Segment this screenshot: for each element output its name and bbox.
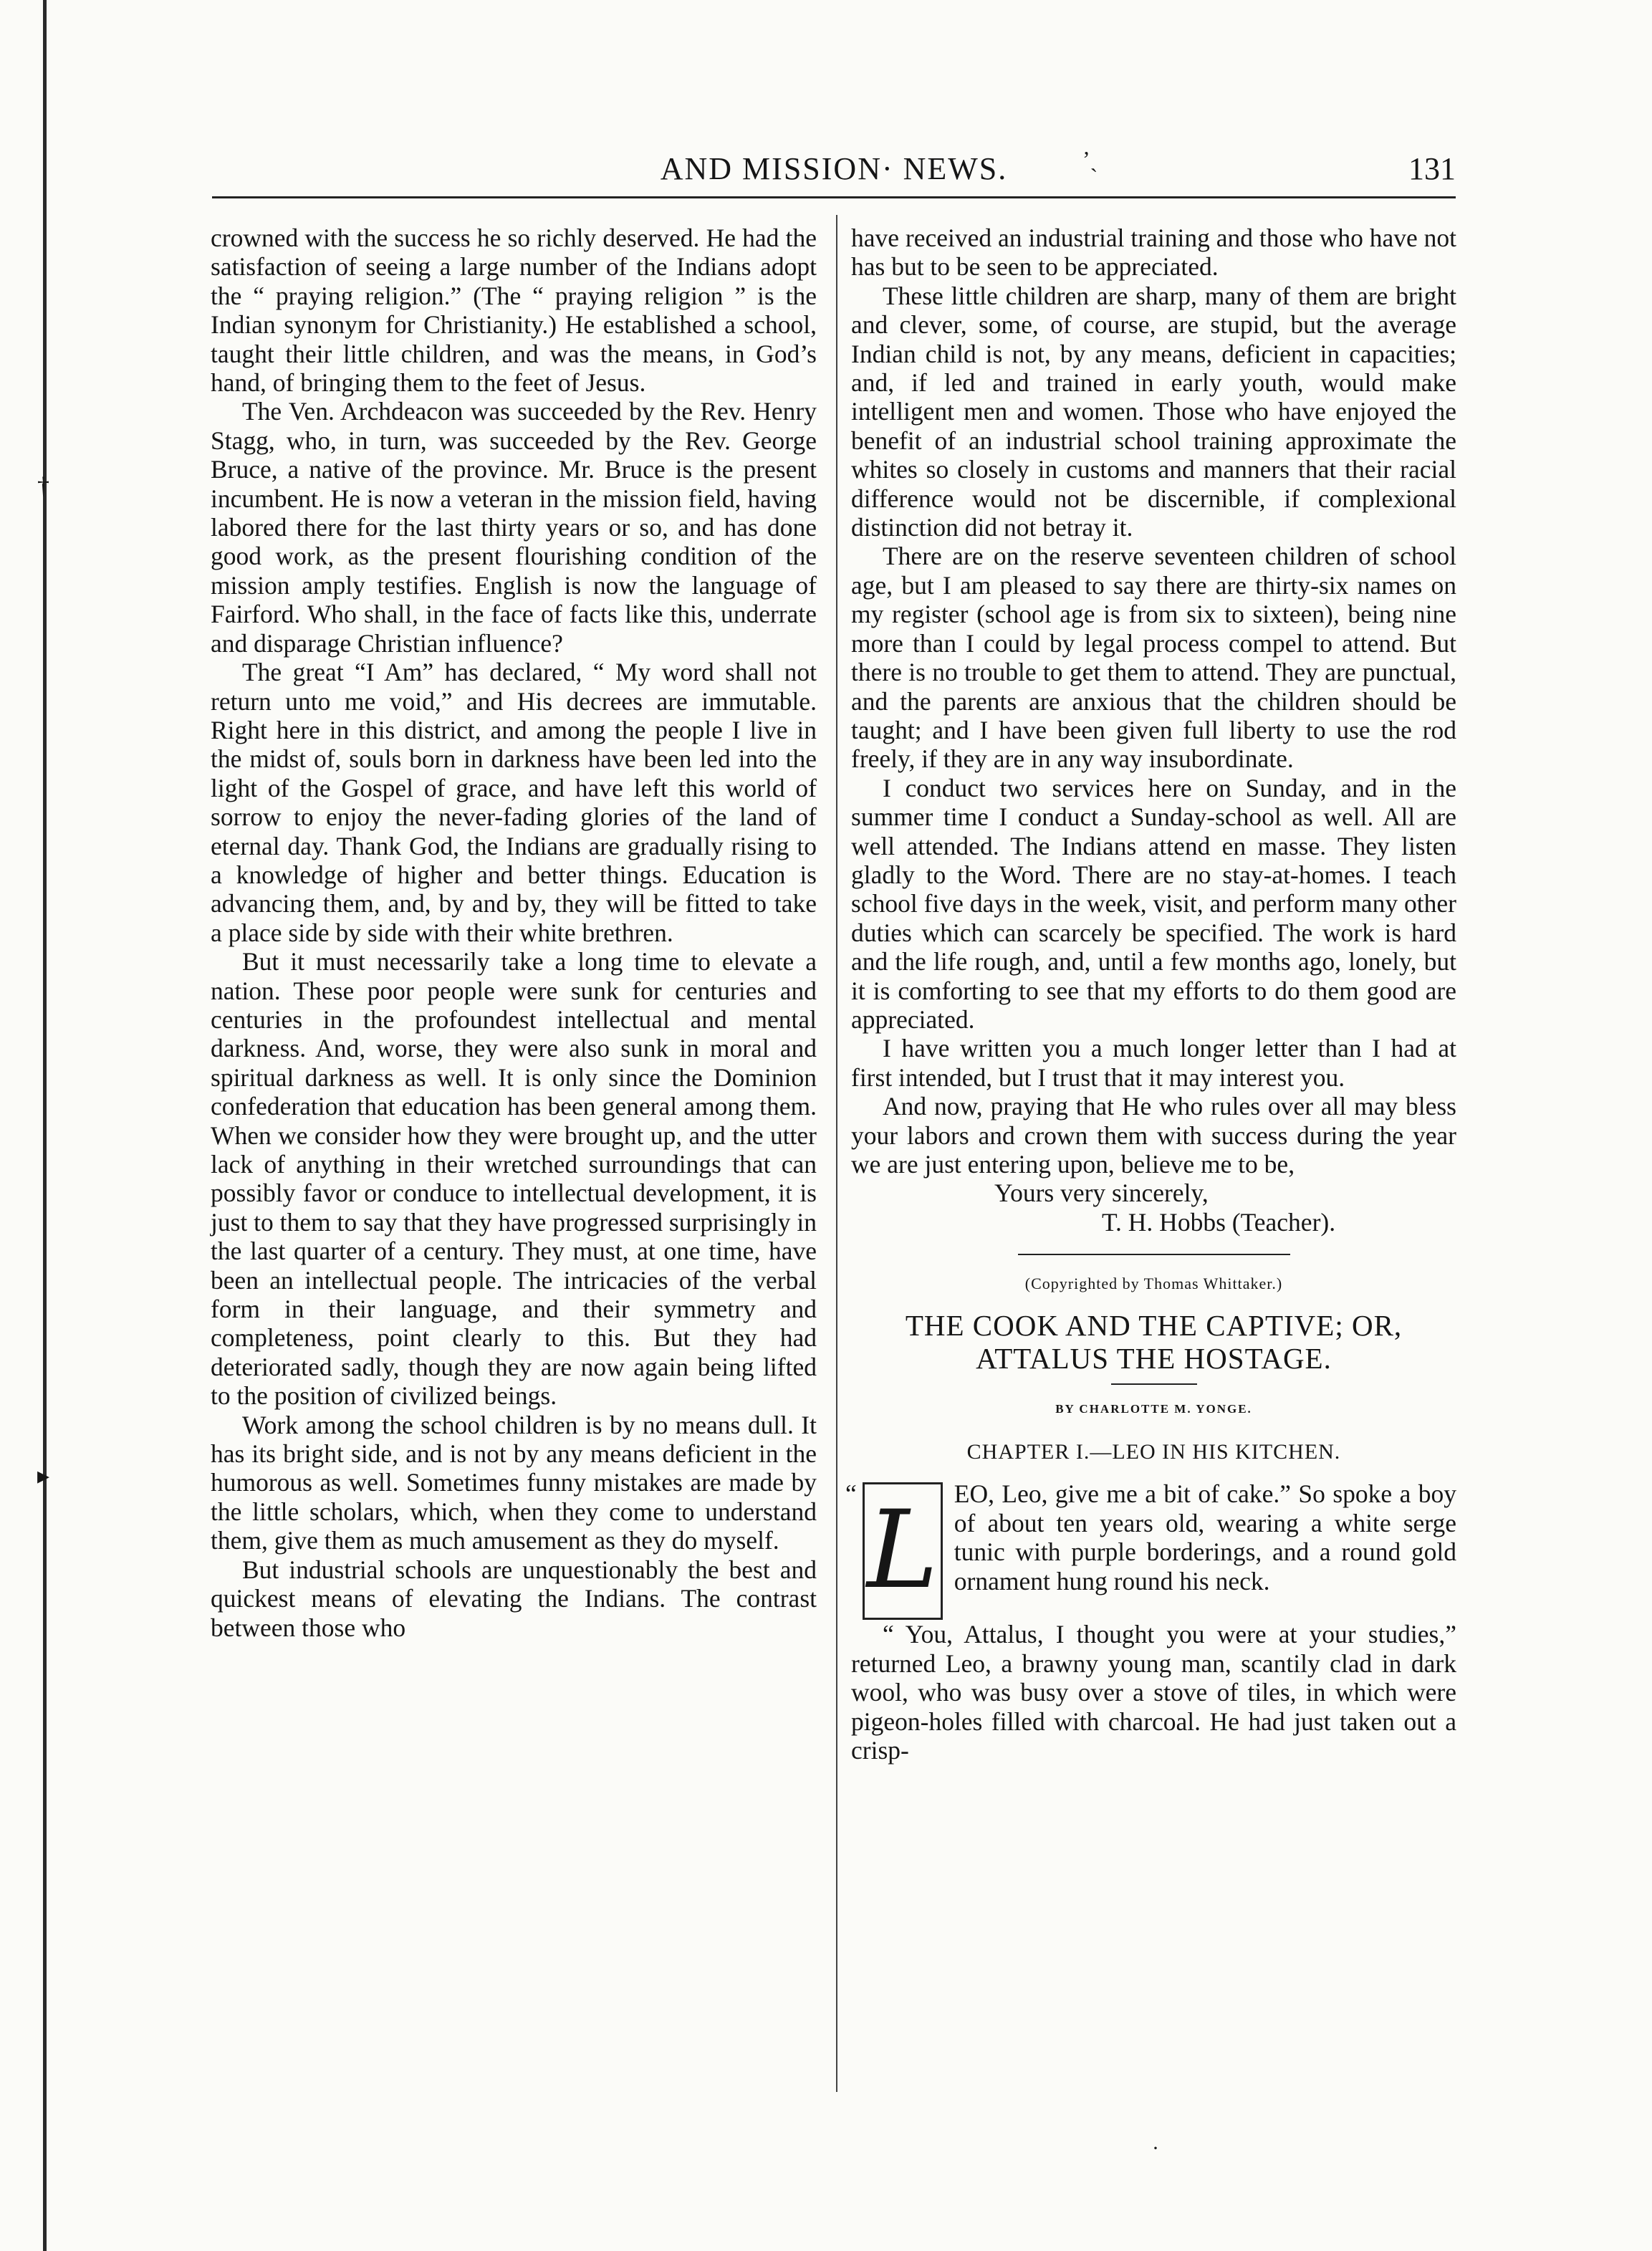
paragraph: These little children are sharp, many of them are bright and clever, some, of course, are stupid, but the average Indian child is not, by any means, deficient in capacities; and, if led and trained in early youth, would make intelligent men and women. Those who have enjoyed the benefit of an industrial school training approximate the whites so closely in customs and manners that their racial difference would not be discernible, if complexional distinction did not betray it. bbox=[851, 281, 1456, 542]
story-title-line: THE COOK AND THE CAPTIVE; OR, bbox=[905, 1308, 1403, 1342]
paragraph: I have written you a much longer letter than I had at first intended, but I trust that it may interest you. bbox=[851, 1034, 1456, 1092]
paragraph: I conduct two services here on Sunday, and in the summer time I conduct a Sunday-school as well. All are well attended. The Indians attend en masse. They listen gladly to the Word. There are no stay-at-homes. I teach school five days in the week, visit, and perform many other duties which can scarcely be specified. The work is hard and the life rough, and, until a few months ago, lonely, but it is comforting to see that my efforts to do them good are appreciated. bbox=[851, 773, 1456, 1034]
letter-closing bbox=[851, 1179, 1456, 1237]
title-rule bbox=[1111, 1383, 1197, 1385]
header-mark: ʼˎ bbox=[1082, 146, 1098, 172]
binding-edge-line bbox=[43, 0, 47, 2251]
paragraph: But industrial schools are unquestionably the best and quickest means of elevating the Indians. The contrast between those who bbox=[211, 1555, 817, 1642]
paragraph: Work among the school children is by no means dull. It has its bright side, and is not by any means deficient in the humorous as well. Sometimes funny mistakes are made by the little scholars, which, when they come to understand them, give them as much amusement as they do myself. bbox=[211, 1410, 817, 1555]
paragraph: And now, praying that He who rules over all may bless your labors and crown them with success during the year we are just entering upon, believe me to be, bbox=[851, 1092, 1456, 1179]
chapter-heading: CHAPTER I.—LEO IN HIS KITCHEN. bbox=[966, 1440, 1341, 1464]
copyright-notice: (Copyrighted by Thomas Whittaker.) bbox=[1024, 1275, 1283, 1293]
running-title: AND MISSION· NEWS. bbox=[660, 151, 1008, 186]
paragraph: The great “I Am” has declared, “ My word shall not return unto me void,” and His decrees are immutable. Right here in this district, and among the people I live in the midst of, souls born in darkness have been led into the light of the Gospel of grace, and have left this world of sorrow to enjoy the never-fading glories of the land of eternal day. Thank God, the Indians are gradually rising to a knowledge of higher and better things. Education is advancing them, and, by and by, they will be fitted to take a place side by side with their white brethren. bbox=[211, 658, 817, 947]
paragraph: EO, Leo, give me a bit of cake.” So spoke a boy of about ten years old, wearing a white serge tunic with purple borderings, and a round gold ornament hung round his neck. bbox=[954, 1479, 1456, 1595]
header-rule bbox=[212, 196, 1456, 198]
left-column bbox=[211, 224, 817, 1642]
closing-signature: T. H. Hobbs (Teacher). bbox=[1102, 1207, 1336, 1237]
running-header bbox=[212, 146, 1456, 191]
paragraph: “ You, Attalus, I thought you were at your studies,” returned Leo, a brawny young man, scantily clad in dark wool, who was busy over a stove of tiles, in which were pigeon-holes filled with charcoal. He had just taken out a crisp- bbox=[851, 1620, 1456, 1765]
byline: BY CHARLOTTE M. YONGE. bbox=[1055, 1401, 1252, 1416]
paragraph: crowned with the success he so richly deserved. He had the satisfaction of seeing a large number of the Indians adopt the “ praying religion.” (The “ praying religion ” is the Indian synonym for Christianity.) He established a school, taught their little children, and was the means, in God’s hand, of bringing them to the feet of Jesus. bbox=[211, 224, 817, 398]
margin-mark: ▸ bbox=[37, 1463, 50, 1489]
paragraph: But it must necessarily take a long time to elevate a nation. These poor people were sunk for centuries and centuries in the profoundest intellectual and mental darkness. And, worse, they were also sunk in moral and spiritual darkness as well. It is only since the Dominion confederation that education has been general among them. When we consider how they were brought up, and the utter lack of anything in their wretched surroundings that can possibly favor or conduce to intellectual development, it is just to them to say that they have progressed surprisingly in the last quarter of a century. They must, at one time, have been an intellectual people. The intricacies of the verbal form in their language, and their symmetry and completeness, point clearly to this. But they had deteriorated sadly, though they are now again being lifted to the position of civilized beings. bbox=[211, 947, 817, 1411]
paragraph: have received an industrial training and those who have not has but to be seen to be appreciated. bbox=[851, 224, 1456, 282]
open-quote: “ bbox=[845, 1479, 857, 1509]
drop-cap: L bbox=[863, 1482, 943, 1620]
section-rule bbox=[1018, 1254, 1290, 1255]
page-number: 131 bbox=[1408, 151, 1456, 186]
story-title-line: ATTALUS THE HOSTAGE. bbox=[976, 1341, 1332, 1375]
footer-dot: · bbox=[1152, 2136, 1159, 2160]
paragraph: There are on the reserve seventeen children of school age, but I am pleased to say there are thirty-six names on my register (school age is from six to sixteen), being nine more than I could by legal process compel to attend. But there is no trouble to get them to attend. They are punctual, and the parents are anxious that the children should be taught; and I have been given full liberty to use the rod freely, if they are in any way insubordinate. bbox=[851, 542, 1456, 774]
paragraph: The Ven. Archdeacon was succeeded by the Rev. Henry Stagg, who, in turn, was succeeded by the Rev. George Bruce, a native of the province. Mr. Bruce is the present incumbent. He is now a veteran in the mission field, having labored there for the last thirty years or so, and has done good work, as the present flourishing condition of the mission amply testifies. English is now the language of Fairford. Who shall, in the face of facts like this, underrate and disparage Christian influence? bbox=[211, 397, 817, 658]
margin-mark: † bbox=[37, 473, 49, 499]
column-divider bbox=[836, 215, 837, 2092]
closing-salutation: Yours very sincerely, bbox=[994, 1179, 1209, 1208]
right-column bbox=[845, 224, 1456, 1765]
story-title bbox=[851, 1309, 1456, 1375]
